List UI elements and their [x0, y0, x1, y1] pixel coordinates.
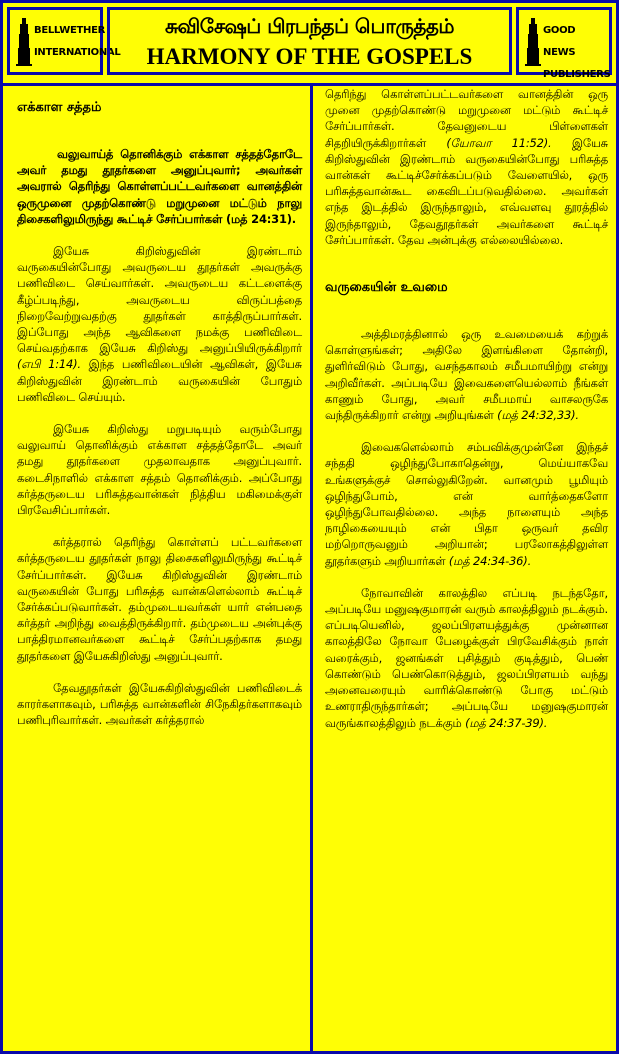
- bellwether-logo: [7, 7, 121, 75]
- paragraph-3: கர்த்தரால் தெரிந்து கொள்ளப் பட்டவர்களை கர்த்தருடைய தூதர்கள் நாலு திசைகளிலுமிருந்து கூட்டிச் சேர்ப்பார்கள். இயேசு கிறிஸ்துவின் இரண்டாம் வருகையின் போது பரிசுத்த வான்களெல்லாம் கூட்டிச் சேர்க்கப்படுவார்கள். தம்முடையவர்கள் யார் என்பதை கர்த்தர் அறிந்து வைத்திருக்கிறார். தம்முடைய அன்புக்கு பாத்திரமானவர்களை கூட்டிச் சேர்ப்பதற்காக தமது தூதர்களை இயேசுகிறிஸ்து அனுப்புவார்.: [17, 535, 302, 663]
- paragraph-1-ref: (எபி 1:14).: [17, 357, 81, 372]
- title-english: HARMONY OF THE GOSPELS: [146, 44, 473, 69]
- paragraph-1: [17, 243, 302, 405]
- left-column: [3, 83, 313, 1051]
- bell-tower-icon: [16, 18, 32, 66]
- paragraph-1-tail: இந்த பணிவிடையின் ஆவிகள், இயேசு கிறிஸ்துவின் இரண்டாம் வருகையின் போதும் பணிவிடை செய்யும்.: [17, 357, 302, 404]
- right-paragraph-2: [325, 439, 608, 569]
- good-news-logo: [516, 7, 612, 80]
- bellwether-logo-line2: INTERNATIONAL: [34, 47, 121, 58]
- right-paragraph-1-text: அத்திமரத்தினால் ஒரு உவமையைக் கற்றுக் கொள்ளுங்கள்; அதிலே இளங்கிளை தோன்றி, துளிர்விடும் போது, வசந்தகாலம் சமீபமாயிற்று என்று அறிவீர்கள். அப்படியே இவைகளையெல்லாம் நீங்கள் காணும் போது, அவர் சமீபமாய் வாசலருகே வந்திருக்கிறார் என்று அறியுங்கள்: [325, 327, 608, 423]
- title-tamil: சுவிசேஷப் பிரபந்தப் பொருத்தம்: [164, 14, 455, 38]
- right-column: [313, 83, 616, 1051]
- right-paragraph-3-ref: (மத் 24:37-39).: [465, 715, 548, 730]
- title-box: [107, 7, 512, 75]
- right-paragraph-3-text: நோவாவின் காலத்தில எப்படி நடந்ததோ, அப்படியே மனுஷகுமாரன் வரும் காலத்திலும் நடக்கும். எப்படியெனில், ஜலப்பிரளயத்துக்கு முன்னான காலத்திலே நோவா பேழைக்குள் பிரவேசிக்கும் நாள் வரைக்கும், ஜனங்கள் புசித்தும் குடித்தும், பெண் கொண்டும் பெண்கொடுத்தும், ஜலப்பிரளயம் வந்து அனைவரையும் வாரிக்கொண்டு போகு மட்டும் உணராதிருந்தார்கள்; அப்படியே மனுஷகுமாரன் வருங்காலத்திலும் நடக்கும்: [325, 585, 608, 730]
- right-paragraph-3: [325, 585, 608, 731]
- section-title-trumpet: எக்காள சத்தம்: [17, 100, 102, 115]
- right-paragraph-0-ref: (யோவா 11:52).: [446, 135, 552, 150]
- right-paragraph-0: [325, 86, 608, 248]
- right-paragraph-2-text: இவைகளெல்லாம் சம்பவிக்குமுன்னே இந்தச் சந்ததி ஒழிந்துபோகாதென்று, மெய்யாகவே உங்களுக்குச் சொல்லுகிறேன். வானமும் பூமியும் ஒழிந்துபோம், என் வார்த்தைகளோ ஒழிந்துபோவதில்லை. அந்த நாளையும் அந்த நாழிகையையும் என் பிதா ஒருவர் தவிர மற்றொருவனும் அறியான்; பரலோகத்திலுள்ள தூதர்களும் அறியார்கள்: [325, 440, 608, 568]
- bell-tower-icon: [525, 18, 541, 66]
- bellwether-logo-line1: BELLWETHER: [34, 25, 106, 36]
- right-paragraph-0-tail: இயேசு கிறிஸ்துவின் இரண்டாம் வருகையின்போது பரிசுத்த வான்கள் கூட்டிச்சேர்க்கப்படும் வேளையில், ஒரு பரிசுத்தவான்கூட கைவிடப்படுவதில்லை. அவர்கள் எந்த இடத்தில் இருந்தாலும், எவ்வளவு தூரத்தில் இருந்தாலும், தேவதூதர்கள் அவர்களை கூட்டிச் சேர்ப்பார்கள். தேவ அன்புக்கு எல்லையில்லை.: [325, 135, 608, 247]
- right-paragraph-1: [325, 326, 608, 423]
- right-paragraph-0-text: தெரிந்து கொள்ளப்பட்டவர்களை வானத்தின் ஒரு முனை முதற்கொண்டு மறுமுனை மட்டும் கூட்டிச் சேர்ப்பார்கள். தேவனுடைய பிள்ளைகள் சிதறியிருக்கிறார்கள்: [325, 87, 608, 150]
- paragraph-4: தேவதூதர்கள் இயேசுகிறிஸ்துவின் பணிவிடைக் காரர்களாகவும், பரிசுத்த வான்களின் சிநேகிதர்களாகவும் பணிபுரிவார்கள். அவர்கள் கர்த்தரால்: [17, 680, 302, 728]
- right-paragraph-2-ref: (மத் 24:34-36).: [448, 553, 532, 568]
- good-news-logo-line1: GOOD NEWS: [543, 25, 576, 58]
- good-news-logo-text: [543, 20, 610, 86]
- right-paragraph-1-ref: (மத் 24:32,33).: [497, 408, 579, 423]
- intro-verse: வலுவாய்த் தொனிக்கும் எக்காள சத்தத்தோடே அவர் தமது தூதர்களை அனுப்புவார்; அவர்கள் அவரால் தெரிந்து கொள்ளப்பட்டவர்களை வானத்தின் ஒருமுனை முதற்கொண்டு மறுமுனை மட்டும் நாலு திசைகளிலுமிருந்து கூட்டிச் சேர்ப்பார்கள் (மத் 24:31).: [17, 147, 302, 226]
- good-news-logo-line2: PUBLISHERS: [543, 69, 611, 80]
- paragraph-1-text: இயேசு கிறிஸ்துவின் இரண்டாம் வருகையின்போது அவருடைய தூதர்கள் அவருக்கு பணிவிடை செய்வார்கள். அவருடைய கட்டளைக்கு கீழ்ப்படிந்து, அவருடைய விருப்பத்தை நிறைவேற்றுவதற்கு தூதர்கள் காத்திருப்பார்கள். இப்போது அந்த ஆவிகளை நமக்கு பணிவிடை செய்வதற்காக இயேசு கிறிஸ்து அனுப்பியிருக்கிறார்: [17, 244, 302, 356]
- section-title-parable: வருகையின் உவமை: [325, 280, 448, 296]
- paragraph-2: இயேசு கிறிஸ்து மறுபடியும் வரும்போது வலுவாய் தொனிக்கும் எக்காள சத்தத்தோடே அவர் தமது தூதர்களை முதலாவதாக அனுப்புவார். கடைசிநாளில் எக்காள சத்தம் தொனிக்கும். அப்போது கர்த்தருடைய பரிசுத்தவான்கள் நித்திய மகிமைக்குள் பிரவேசிப்பார்கள்.: [17, 422, 302, 518]
- header: [3, 3, 616, 82]
